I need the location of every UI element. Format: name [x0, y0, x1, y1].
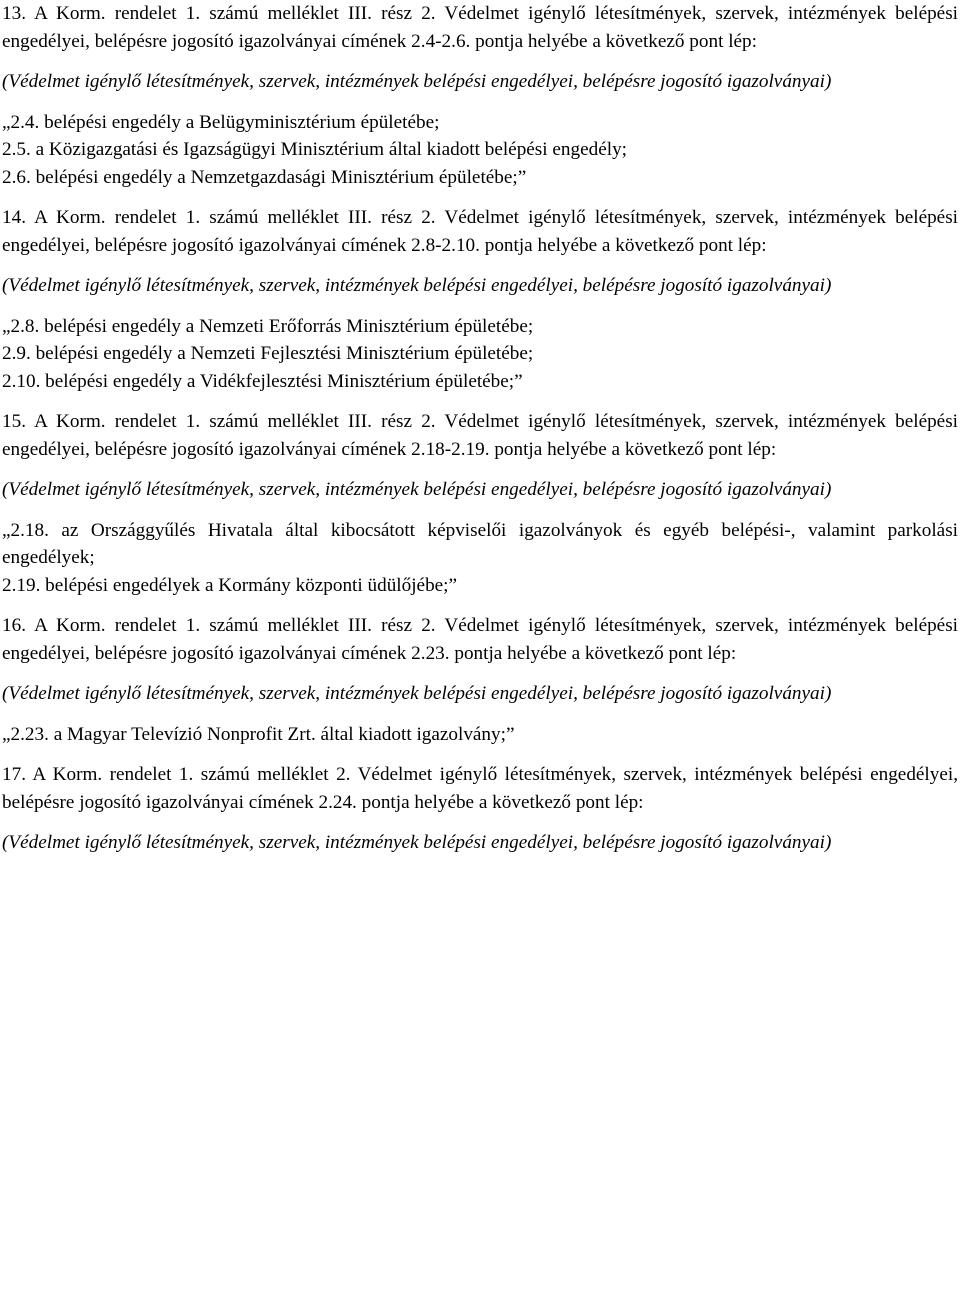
document-page: [2, 0, 958, 870]
amendment-section-16: [2, 612, 958, 748]
amendment-items: [2, 109, 958, 192]
amendment-item: „2.23. a Magyar Televízió Nonprofit Zrt. által kiadott igazolvány;”: [2, 723, 515, 745]
amendment-items: [2, 721, 958, 749]
amendment-section-13: [2, 0, 958, 191]
amendment-item: „2.4. belépési engedély a Belügyminisztérium épületébe;: [2, 111, 440, 133]
amendment-section-14: [2, 204, 958, 395]
amendment-item: „2.18. az Országgyűlés Hivatala által kibocsátott képviselői igazolványok és egyéb belépési-, valamint parkolási engedélyek;: [2, 519, 958, 568]
amendment-bracket-header: (Védelmet igénylő létesítmények, szervek, intézmények belépési engedélyei, belépésre jogosító igazolványai): [2, 683, 832, 704]
amendment-bracket-header: (Védelmet igénylő létesítmények, szervek, intézmények belépési engedélyei, belépésre jogosító igazolványai): [2, 275, 832, 296]
amendment-bracket-header: (Védelmet igénylő létesítmények, szervek, intézmények belépési engedélyei, belépésre jogosító igazolványai): [2, 832, 832, 853]
amendment-bracket-header: (Védelmet igénylő létesítmények, szervek, intézmények belépési engedélyei, belépésre jogosító igazolványai): [2, 479, 832, 500]
amendment-bracket-header: (Védelmet igénylő létesítmények, szervek, intézmények belépési engedélyei, belépésre jogosító igazolványai): [2, 71, 832, 92]
amendment-section-15: [2, 408, 958, 599]
amendment-items: [2, 517, 958, 600]
amendment-intro: 14. A Korm. rendelet 1. számú melléklet III. rész 2. Védelmet igénylő létesítmények, szervek, intézmények belépési engedélyei, belépésre jogosító igazolványai címének 2.8-2.10. pontja helyébe a következő pont lép:: [2, 207, 958, 256]
amendment-item: 2.19. belépési engedélyek a Kormány központi üdülőjébe;”: [2, 574, 458, 596]
amendment-item: „2.8. belépési engedély a Nemzeti Erőforrás Minisztérium épületébe;: [2, 315, 534, 337]
amendment-item: 2.9. belépési engedély a Nemzeti Fejlesztési Minisztérium épületébe;: [2, 343, 534, 364]
amendment-intro: 17. A Korm. rendelet 1. számú melléklet 2. Védelmet igénylő létesítmények, szervek, intézmények belépési engedélyei, belépésre jogosító igazolványai címének 2.24. pontja helyébe a következő pont lép:: [2, 764, 958, 813]
amendment-section-17: [2, 761, 958, 857]
amendment-items: [2, 313, 958, 396]
amendment-item: 2.5. a Közigazgatási és Igazságügyi Minisztérium által kiadott belépési engedély;: [2, 139, 627, 160]
amendment-intro: 15. A Korm. rendelet 1. számú melléklet III. rész 2. Védelmet igénylő létesítmények, szervek, intézmények belépési engedélyei, belépésre jogosító igazolványai címének 2.18-2.19. pontja helyébe a következő pont lép:: [2, 411, 958, 460]
amendment-intro: 16. A Korm. rendelet 1. számú melléklet III. rész 2. Védelmet igénylő létesítmények, szervek, intézmények belépési engedélyei, belépésre jogosító igazolványai címének 2.23. pontja helyébe a következő pont lép:: [2, 615, 958, 664]
amendment-item: 2.10. belépési engedély a Vidékfejlesztési Minisztérium épületébe;”: [2, 370, 523, 392]
amendment-item: 2.6. belépési engedély a Nemzetgazdasági Minisztérium épületébe;”: [2, 166, 527, 188]
amendment-intro: 13. A Korm. rendelet 1. számú melléklet III. rész 2. Védelmet igénylő létesítmények, szervek, intézmények belépési engedélyei, belépésre jogosító igazolványai címének 2.4-2.6. pontja helyébe a következő pont lép:: [2, 3, 958, 52]
